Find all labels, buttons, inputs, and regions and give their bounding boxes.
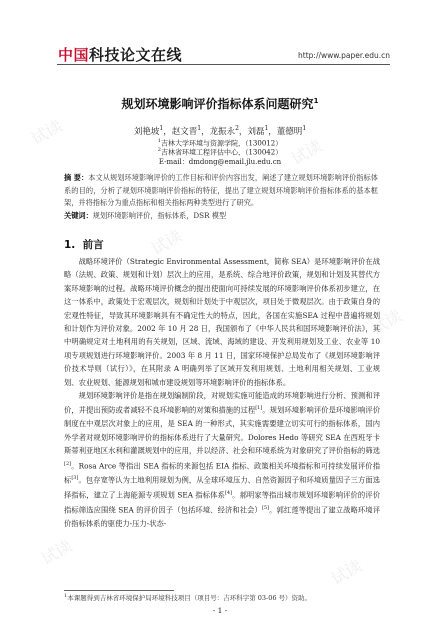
page-header — [0, 0, 440, 72]
author-affil-mark: 1 — [159, 125, 164, 133]
author-name: 龙振永 — [209, 127, 236, 137]
author-affil-mark: 1 — [302, 125, 307, 133]
watermark: 试读 — [287, 136, 326, 169]
page-number: - 1 - — [212, 606, 228, 615]
citation[interactable]: [4] — [224, 490, 233, 497]
paragraph-text: 。规划环境影响评价是环境影响评价制度在中观层次对象上的应用，是 SEA 的一种形式，其实施需要建立切实可行的指标体系，国内外学者对规划环境影响评价的指标体系进行了大量研究。Dolores Hedo 等研究 SEA 在西班牙卡斯蒂利亚地区水利和灌溉规划中的应用，并以经济、社会和环境系统为对象研究了评价指标的筛选 — [64, 405, 381, 456]
logo-red-text: 中国 — [58, 46, 90, 64]
section-title: 前言 — [82, 239, 104, 251]
keywords — [64, 211, 378, 221]
paragraph-text: 规划环境影响评价是指在规划编制阶段，对规划实施可能造成的环境影响进行分析、预测和评价，并提出预防或者减轻不良环境影响的对策和措施的过程 — [64, 391, 380, 415]
watermark: 试读 — [37, 536, 76, 569]
footnote-divider — [64, 590, 174, 591]
abstract-label: 摘 要： — [64, 173, 89, 182]
footnote-text: 本课题得到吉林省环境保护局环境科技项目（项目号：吉环科字第 03-06 号）资助。 — [67, 594, 312, 603]
site-url[interactable]: http://www.paper.edu.cn — [298, 51, 390, 60]
paragraph-text: 。郝明家等指出城市规划环境影响评价的评价指标筛选应围绕 SEA 的评价因子（包括环境、经济和社会） — [64, 490, 381, 515]
abstract — [64, 172, 378, 210]
affiliation-mark: 1 — [157, 138, 161, 144]
author-affil-mark: 1 — [197, 125, 202, 133]
section-number: 1. — [64, 239, 76, 251]
title-footnote-mark: 1 — [313, 97, 319, 105]
author-name: 赵文晋 — [171, 127, 198, 137]
citation[interactable]: [2] — [64, 460, 72, 467]
site-logo[interactable] — [58, 44, 182, 65]
keywords-label: 关键词： — [64, 211, 93, 220]
author-name: 刘磊 — [247, 127, 265, 137]
keywords-text: 规划环境影响评价，指标体系，DSR 模型 — [92, 211, 227, 220]
author-name: 刘艳坡 — [133, 127, 160, 137]
author-affil-mark: 2 — [235, 125, 239, 133]
watermark: 试读 — [147, 226, 186, 259]
contact-email[interactable]: E-mail：dmdong@email.jlu.edu.cn — [158, 158, 282, 166]
author-affil-mark: 1 — [264, 125, 269, 133]
watermark: 试读 — [247, 416, 286, 449]
watermark: 试读 — [27, 116, 66, 149]
footnote — [64, 593, 380, 602]
abstract-text: 本文从规划环境影响评价的工作目标和评价内容出发，阐述了建立规划环境影响评价指标体系的目的，分析了规划环境影响评价指标的特征，提出了建立规划环境影响评价指标体系的基本框架，并将指标分为重点指标和相关指标两种类型进行了研究。 — [64, 173, 378, 208]
paragraph: 战略环境评价（Strategic Environmental Assessment，简称 SEA）是环境影响评价在战略（法规、政策、规划和计划）层次上的应用，是系统、综合地评价政策，规划和计划及其替代方案环境影响的过程。战略环境评价概念的提出使面向可持续发展的环境影响评价体系初步建立，在这一体系中，政策处于宏观层次，规划和计划处于中观层次，项目处于微观层次。由于政策自身的宏观性特征，导致其环境影响具有不确定性大的特点，因此，各国在实施SEA 过程中普遍将规划和计划作为评价对象。2002 年 10 月 28 日，我国颁布了《中华人民共和国环境影响评价法》，其中明确规定对土地利用的有关规划，区域、流域、海域的建设、开发利用规划及工业、农业等 10 项专项规划进行环境影响评价。2003 年 8 月 11 日，国家环境保护总局发布了《规划环境影响评价技术导则（试行）》，在其附录 A 明确列举了区域开发利用规划、土地利用相关规划、工业规划、农业规划、能源规划和城市建设规划等环境影响评价的指标体系。 — [64, 257, 380, 387]
paragraph-text: 。Rosa Arce 等指出 SEA 指标的来源包括 EIA 指标、政策相关环境指标和可持续发展评价指标 — [64, 460, 380, 485]
logo-black-text: 科技论文在线 — [89, 46, 183, 64]
watermark: 试读 — [327, 556, 366, 589]
paragraph-text: 。郭红莲等提出了建立战略环境评价指标体系的驱使力-压力-状态- — [64, 505, 380, 528]
paragraph — [64, 389, 380, 530]
author-name: 董德明 — [276, 127, 303, 137]
header-divider — [57, 64, 390, 65]
author-list: 刘艳坡$^1$，赵文晋$^1$，龙振永$^2$，刘磊$^1$，董德明$^1$ — [133, 125, 307, 137]
paper-title — [0, 95, 440, 112]
affiliation-mark: 2 — [157, 147, 161, 153]
citation[interactable]: [5] — [261, 505, 270, 511]
affiliation-text: 吉林大学环境与资源学院，（130012） — [160, 139, 283, 148]
citation[interactable]: [1] — [255, 405, 263, 412]
watermark: 试读 — [367, 306, 406, 339]
paragraph-text: 。包存宽等认为土地利用规划为例，从全球环境压力、自然资源因子和环境质量因子三方面选择指标，建立了上海能源专项规划 SEA 指标体系 — [64, 475, 381, 500]
affiliation-text: 吉林省环境工程评估中心，（130042） — [160, 148, 283, 157]
citation[interactable]: [3] — [71, 475, 79, 482]
section-heading — [64, 237, 104, 252]
footnote-mark: 1 — [64, 593, 68, 599]
body-text — [64, 255, 380, 530]
watermark: 试读 — [87, 376, 126, 409]
affiliation — [0, 147, 440, 157]
paper-title-text: 规划环境影响评价指标体系问题研究 — [121, 97, 314, 111]
